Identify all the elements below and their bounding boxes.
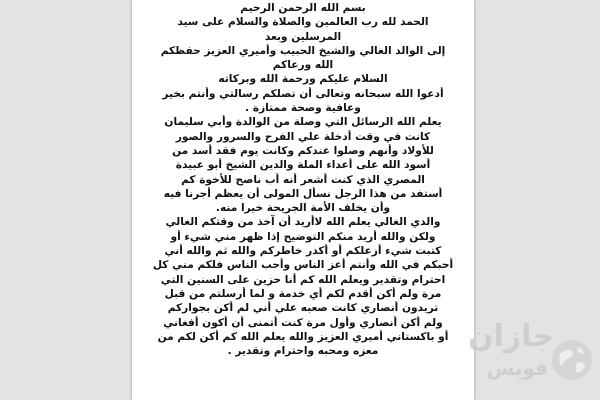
letter-line: أسود الله على أعداء الملة والدين الشيخ أبو عبيدة: [175, 159, 431, 172]
letter-line: أستفد من هذا الرجل نسأل المولى أن يعظم أجرنا فيه: [163, 187, 443, 200]
letter-line: كتبت شيء أزعلكم أو أكدر خاطركم والله ثم والله أني: [164, 245, 442, 258]
letter-line: تريدون أنصاري كانت صعبه علي أني لم أكن بجواركم: [167, 302, 439, 315]
letter-line: ولكن والله أريد منكم التوضيح إذا ظهر مني شيء أو: [170, 230, 436, 243]
letter-line: السلام عليكم ورحمة الله وبركاته: [218, 73, 388, 86]
letter-line: كانت في وقت أدخلة علي الفرح والسرور والصور: [175, 130, 431, 143]
letter-line: معزه ومحبه واحترام وتقدير .: [227, 345, 379, 358]
letter-line: أحبكم في الله وأنتم أعز الناس وأحب الناس فلكم مني كل: [152, 259, 454, 272]
letter-line: بسم الله الرحمن الرحيم: [240, 2, 366, 14]
letter-line: للأولاد وأنهم وصلوا عندكم وكانت يوم فقد أسد من: [172, 144, 434, 157]
letter-line: وعافية وصحة ممتازة .: [245, 102, 361, 115]
letter-line: إلى الوالد الغالي والشيخ الحبيب وأميري العزيز حفظكم: [160, 44, 446, 57]
watermark-text-line1: جازان: [467, 319, 554, 354]
watermark-text-line2: فويس: [486, 356, 548, 380]
letter-line: ولم أكن أنصاري وأول مرة كنت أتمنى أن أكون أفغاني: [163, 316, 443, 329]
letter-line: وأن يخلف الأمة الجريحة خيرا منه.: [215, 202, 391, 215]
globe-icon: [550, 338, 594, 382]
letter-line: والدي الغالي يعلم الله لاأريد أن آخذ من وقتكم الغالي: [165, 216, 441, 229]
letter-line: أو باكستاني أميري العزيز والله يعلم الله كم أكن لكم من: [157, 330, 449, 343]
letter-line: مرة ولم أكن أقدم لكم أي خدمة و لما أرسلتم من قبل: [164, 287, 442, 300]
letter-body: [140, 1, 466, 358]
letter-line: يعلم الله الرسائل التي وصلة من الوالدة وأبي سليمان: [164, 116, 442, 129]
letter-line: المرسلين وبعد: [264, 30, 342, 43]
letter-line: احترام وتقدير ويعلم الله كم أنا حزين على السنين التي: [160, 273, 446, 286]
letter-line: أدعوا الله سبحانه وتعالى أن تصلكم رسالتي وأنتم بخير: [162, 87, 444, 100]
letter-line: الحمد لله رب العالمين والصلاة والسلام على سيد: [177, 16, 429, 29]
watermark-logo: [464, 318, 594, 392]
letter-line: المصري الذي كنت أشعر أنه أب ناصح للأخوة كم: [181, 173, 425, 186]
letter-line: الله ورعاكم: [272, 59, 334, 72]
letter-page: [132, 0, 474, 400]
